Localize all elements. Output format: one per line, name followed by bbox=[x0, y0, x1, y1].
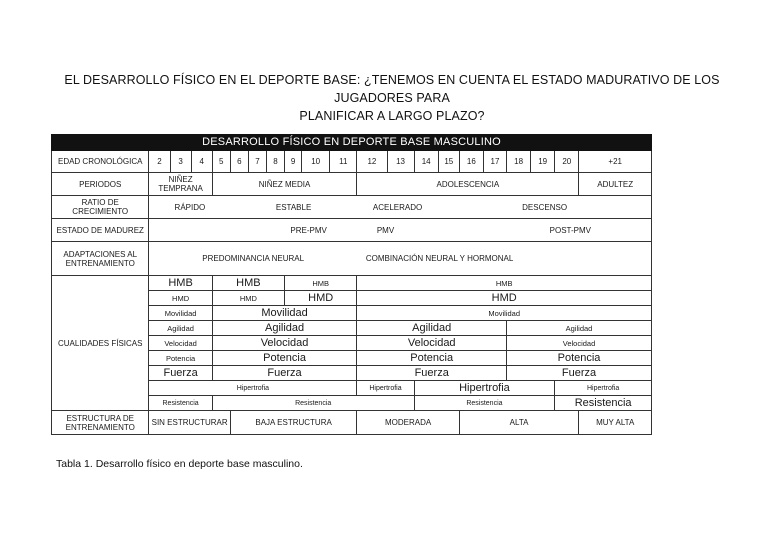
quality-cell: Potencia bbox=[357, 351, 507, 366]
quality-cell: Resistencia bbox=[149, 396, 212, 411]
age-cell: 15 bbox=[438, 151, 459, 173]
age-cell: 6 bbox=[230, 151, 248, 173]
quality-cell: Agilidad bbox=[357, 321, 507, 336]
quality-cell: Hipertrofia bbox=[414, 381, 555, 396]
age-cell: 13 bbox=[387, 151, 414, 173]
ratio-cell: ACELERADO bbox=[357, 196, 438, 219]
quality-cell: Fuerza bbox=[357, 366, 507, 381]
table-header: DESARROLLO FÍSICO EN DEPORTE BASE MASCULINO bbox=[52, 135, 652, 151]
age-cell: 18 bbox=[507, 151, 531, 173]
periodo-cell: ADULTEZ bbox=[579, 173, 652, 196]
quality-cell: Resistencia bbox=[555, 396, 652, 411]
quality-cell: Resistencia bbox=[414, 396, 555, 411]
quality-cell: HMB bbox=[357, 276, 652, 291]
row-estructura bbox=[52, 411, 652, 435]
quality-cell: Agilidad bbox=[212, 321, 357, 336]
row-periodos bbox=[52, 173, 652, 196]
adaptacion-cell: PREDOMINANCIA NEURAL bbox=[149, 242, 357, 276]
ratio-cell: ESTABLE bbox=[230, 196, 357, 219]
age-cell: 20 bbox=[555, 151, 579, 173]
quality-cell: Velocidad bbox=[357, 336, 507, 351]
quality-cell: Fuerza bbox=[507, 366, 652, 381]
quality-cell: Hipertrofia bbox=[149, 381, 357, 396]
age-cell: 4 bbox=[191, 151, 212, 173]
age-cell: 14 bbox=[414, 151, 438, 173]
quality-cell: HMB bbox=[212, 276, 284, 291]
document-title-line1: EL DESARROLLO FÍSICO EN EL DEPORTE BASE: ¿TENEMOS EN CUENTA EL ESTADO MADURATIVO DE LOS JUGADORES PARA bbox=[64, 73, 720, 105]
ratio-cell: RÁPIDO bbox=[149, 196, 230, 219]
estado-cell: PMV bbox=[357, 219, 414, 242]
quality-cell: Velocidad bbox=[212, 336, 357, 351]
quality-cell: Velocidad bbox=[507, 336, 652, 351]
table-caption: Tabla 1. Desarrollo físico en deporte base masculino. bbox=[56, 458, 303, 470]
quality-cell: HMD bbox=[285, 291, 357, 306]
quality-cell: Hipertrofia bbox=[555, 381, 652, 396]
ratio-cell: DESCENSO bbox=[438, 196, 651, 219]
age-cell: 19 bbox=[531, 151, 555, 173]
quality-cell: Hipertrofia bbox=[357, 381, 414, 396]
quality-cell: Velocidad bbox=[149, 336, 212, 351]
periodo-cell: NIÑEZ TEMPRANA bbox=[149, 173, 212, 196]
quality-cell: Potencia bbox=[149, 351, 212, 366]
estructura-cell: MODERADA bbox=[357, 411, 459, 435]
row-estado bbox=[52, 219, 652, 242]
quality-cell: HMB bbox=[149, 276, 212, 291]
row-adaptaciones bbox=[52, 242, 652, 276]
label-periodos: PERIODOS bbox=[52, 173, 149, 196]
age-cell: 17 bbox=[483, 151, 506, 173]
periodo-cell: ADOLESCENCIA bbox=[357, 173, 579, 196]
label-adaptaciones: ADAPTACIONES AL ENTRENAMIENTO bbox=[52, 242, 149, 276]
row-hmb bbox=[52, 276, 652, 291]
age-cell: 9 bbox=[285, 151, 302, 173]
estructura-cell: ALTA bbox=[459, 411, 579, 435]
quality-cell: HMD bbox=[357, 291, 652, 306]
estado-cell: POST-PMV bbox=[414, 219, 651, 242]
development-table bbox=[51, 134, 652, 435]
age-cell: 5 bbox=[212, 151, 230, 173]
adaptacion-cell: COMBINACIÓN NEURAL Y HORMONAL bbox=[357, 242, 652, 276]
age-cell: 16 bbox=[459, 151, 483, 173]
quality-cell: Agilidad bbox=[149, 321, 212, 336]
estado-cell: PRE-PMV bbox=[149, 219, 357, 242]
estructura-cell: BAJA ESTRUCTURA bbox=[230, 411, 357, 435]
age-cell: +21 bbox=[579, 151, 652, 173]
quality-cell: HMB bbox=[285, 276, 357, 291]
age-cell: 11 bbox=[330, 151, 357, 173]
document-title bbox=[40, 71, 744, 125]
label-ratio: RATIO DE CRECIMIENTO bbox=[52, 196, 149, 219]
estructura-cell: MUY ALTA bbox=[579, 411, 652, 435]
quality-cell: Movilidad bbox=[149, 306, 212, 321]
age-cell: 2 bbox=[149, 151, 170, 173]
periodo-cell: NIÑEZ MEDIA bbox=[212, 173, 357, 196]
quality-cell: Fuerza bbox=[149, 366, 212, 381]
age-cell: 12 bbox=[357, 151, 387, 173]
quality-cell: Movilidad bbox=[357, 306, 652, 321]
label-estructura: ESTRUCTURA DE ENTRENAMIENTO bbox=[52, 411, 149, 435]
quality-cell: Resistencia bbox=[212, 396, 414, 411]
quality-cell: HMD bbox=[149, 291, 212, 306]
age-cell: 8 bbox=[266, 151, 284, 173]
label-edad: EDAD CRONOLÓGICA bbox=[52, 151, 149, 173]
age-cell: 10 bbox=[302, 151, 330, 173]
row-ratio bbox=[52, 196, 652, 219]
age-cell: 7 bbox=[248, 151, 266, 173]
quality-cell: HMD bbox=[212, 291, 284, 306]
document-title-line2: PLANIFICAR A LARGO PLAZO? bbox=[299, 109, 485, 123]
quality-cell: Potencia bbox=[507, 351, 652, 366]
quality-cell: Fuerza bbox=[212, 366, 357, 381]
label-estado: ESTADO DE MADUREZ bbox=[52, 219, 149, 242]
quality-cell: Agilidad bbox=[507, 321, 652, 336]
age-cell: 3 bbox=[170, 151, 191, 173]
estructura-cell: SIN ESTRUCTURAR bbox=[149, 411, 230, 435]
quality-cell: Movilidad bbox=[212, 306, 357, 321]
label-cualidades: CUALIDADES FÍSICAS bbox=[52, 276, 149, 411]
row-edad bbox=[52, 151, 652, 173]
quality-cell: Potencia bbox=[212, 351, 357, 366]
